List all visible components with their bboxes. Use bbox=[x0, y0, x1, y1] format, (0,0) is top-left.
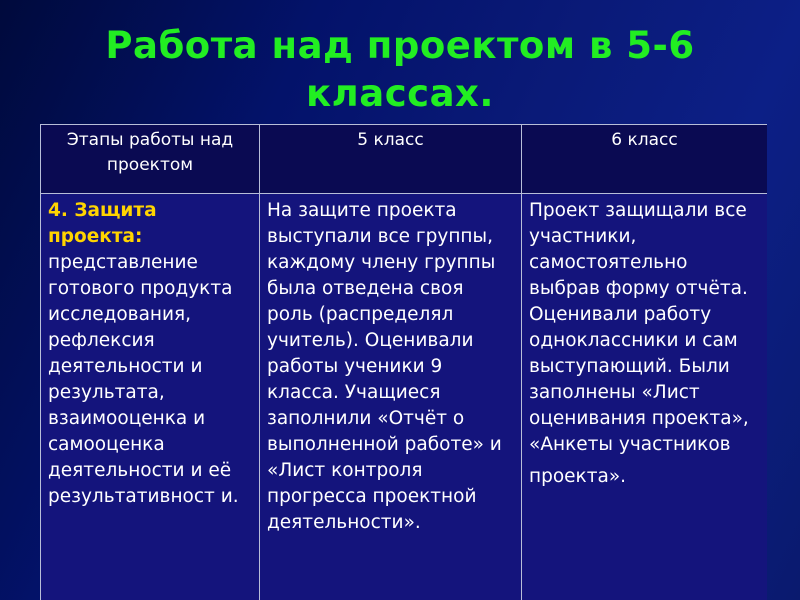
stage-cell bbox=[41, 194, 260, 600]
header-stages: Этапы работы над проектом bbox=[41, 125, 260, 194]
header-grade-5: 5 класс bbox=[260, 125, 522, 194]
project-table-container bbox=[40, 124, 767, 600]
slide-title bbox=[0, 22, 800, 118]
grade-6-cell bbox=[522, 194, 768, 600]
grade-6-text: Проект защищали все участники, самостоятельно выбрав форму отчёта. Оценивали работу одноклассники и сам выступающий. Были заполнены «Лист оценивания проекта», «Анкеты участников bbox=[529, 200, 749, 455]
header-grade-6: 6 класс bbox=[522, 125, 768, 194]
table-header-row bbox=[41, 125, 768, 194]
stage-description: представление готового продукта исследования, рефлексия деятельности и результата, взаимооценка и самооценка деятельности и её результативност и. bbox=[48, 252, 239, 507]
stage-title: 4. Защита проекта: bbox=[48, 200, 157, 247]
table-row bbox=[41, 194, 768, 600]
grade-6-text-tail: проекта». bbox=[529, 466, 627, 487]
slide-title-line1: Работа над проектом в 5-6 bbox=[105, 24, 695, 67]
grade-5-cell bbox=[260, 194, 522, 600]
project-table bbox=[40, 124, 767, 600]
grade-5-text: На защите проекта выступали все группы, каждому члену группы была отведена своя роль (распределял учитель). Оценивали работы ученики 9 класса. Учащиеся заполнили «Отчёт о выполненной работе» и «Лист контроля прогресса проектной деятельности». bbox=[267, 200, 502, 533]
slide-title-line2: классах. bbox=[306, 72, 494, 115]
